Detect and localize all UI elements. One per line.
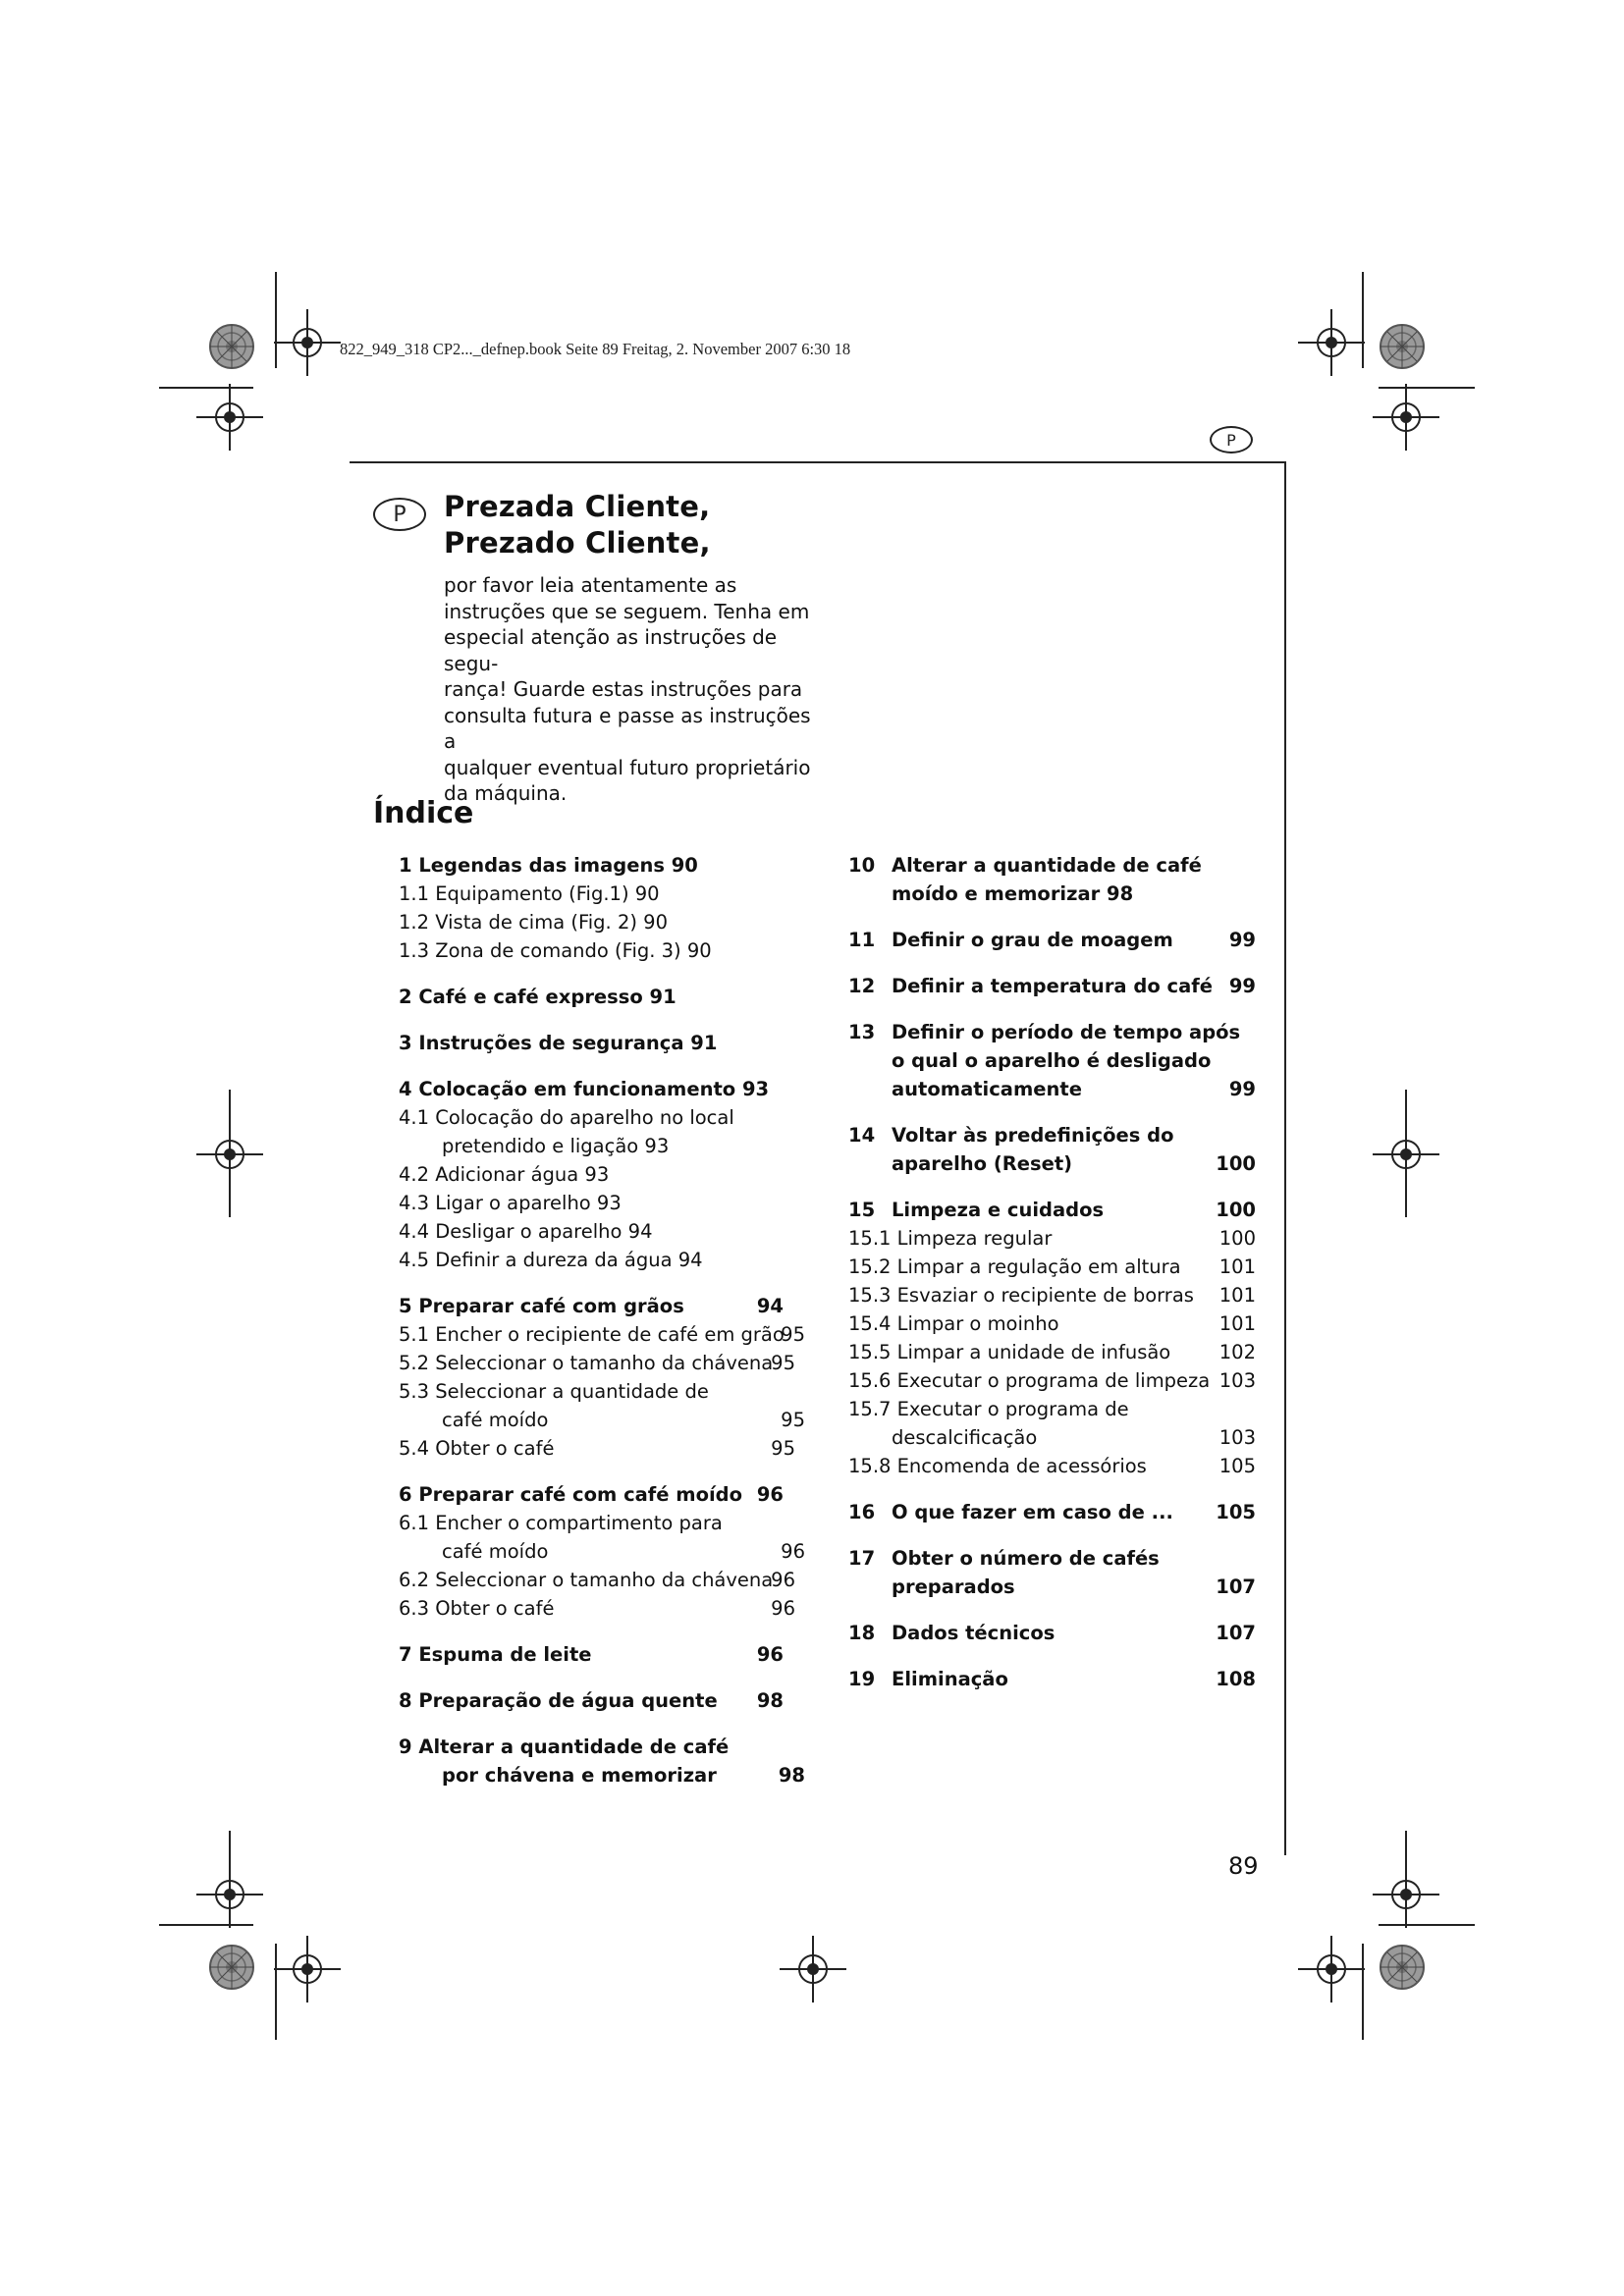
toc-gap xyxy=(848,1000,1256,1018)
toc-entry-page: 95 xyxy=(781,1323,805,1346)
toc-entry-page: 95 xyxy=(771,1437,795,1460)
toc-entry[interactable] xyxy=(848,880,1256,908)
toc-entry-number: 12 xyxy=(848,975,876,997)
toc-entry-page: 108 xyxy=(1216,1668,1256,1690)
toc-entry-text: O que fazer em caso de ... xyxy=(892,1501,1173,1523)
toc-entry[interactable] xyxy=(399,1406,805,1434)
toc-entry[interactable] xyxy=(399,1733,805,1761)
toc-entry-text: 1.1 Equipamento (Fig.1) 90 xyxy=(399,882,660,905)
toc-entry-text: o qual o aparelho é desligado xyxy=(892,1049,1212,1072)
color-rose-top-left xyxy=(210,325,253,368)
toc-gap xyxy=(399,965,805,983)
toc-entry-text: Definir o grau de moagem xyxy=(892,929,1173,951)
toc-entry-text: 4.5 Definir a dureza da água 94 xyxy=(399,1249,703,1271)
toc-entry-page: 96 xyxy=(771,1597,795,1620)
toc-entry-text: Definir a temperatura do café xyxy=(892,975,1213,997)
toc-entry-page: 100 xyxy=(1218,1227,1256,1250)
intro-text xyxy=(444,572,817,807)
toc-entry-number: 17 xyxy=(848,1547,876,1570)
toc-entry-page: 101 xyxy=(1218,1312,1256,1335)
intro-line: por favor leia atentamente as xyxy=(444,573,737,597)
toc-entry-page: 107 xyxy=(1216,1575,1256,1598)
toc-entry[interactable] xyxy=(399,1075,805,1103)
toc-entry-text: 4.2 Adicionar água 93 xyxy=(399,1163,610,1186)
toc-entry[interactable] xyxy=(848,1121,1256,1149)
toc-entry[interactable] xyxy=(848,1338,1256,1366)
toc-entry-text: 15.4 Limpar o moinho xyxy=(848,1312,1059,1335)
toc-gap xyxy=(399,1463,805,1480)
toc-entry[interactable] xyxy=(848,1196,1256,1224)
toc-entry-text: 1.3 Zona de comando (Fig. 3) 90 xyxy=(399,939,712,962)
toc-entry-text: 15.1 Limpeza regular xyxy=(848,1227,1053,1250)
toc-entry[interactable] xyxy=(399,1029,805,1057)
toc-entry-text: 15.3 Esvaziar o recipiente de borras xyxy=(848,1284,1194,1307)
toc-entry-page: 103 xyxy=(1218,1369,1256,1392)
frame-top-rule xyxy=(350,461,1285,463)
toc-entry-text: 15.2 Limpar a regulação em altura xyxy=(848,1255,1181,1278)
toc-gap xyxy=(848,1526,1256,1544)
toc-gap xyxy=(848,1178,1256,1196)
toc-entry[interactable] xyxy=(848,1253,1256,1281)
toc-entry-page: 94 xyxy=(756,1295,784,1317)
toc-entry[interactable] xyxy=(848,1309,1256,1338)
toc-entry-text: café moído xyxy=(442,1409,549,1431)
toc-entry-text: Limpeza e cuidados xyxy=(892,1199,1105,1221)
toc-entry-text: café moído xyxy=(442,1540,549,1563)
toc-entry-text: 4.1 Colocação do aparelho no local xyxy=(399,1106,734,1129)
toc-entry-number: 19 xyxy=(848,1668,876,1690)
intro-line: consulta futura e passe as instruções a xyxy=(444,703,811,753)
toc-entry[interactable] xyxy=(399,1160,805,1189)
intro-line: instruções que se seguem. Tenha em xyxy=(444,599,810,623)
toc-entry[interactable] xyxy=(399,1292,805,1320)
toc-entry-page: 103 xyxy=(1218,1426,1256,1449)
toc-gap xyxy=(399,1623,805,1640)
toc-entry[interactable] xyxy=(848,1423,1256,1452)
toc-entry-text: 15.7 Executar o programa de xyxy=(848,1398,1129,1420)
toc-entry-number: 14 xyxy=(848,1124,876,1147)
language-badge-title: P xyxy=(373,498,426,531)
toc-gap xyxy=(848,1103,1256,1121)
toc-entry[interactable] xyxy=(848,926,1256,954)
toc-entry[interactable] xyxy=(848,1619,1256,1647)
toc-entry-text: por chávena e memorizar xyxy=(442,1764,717,1787)
color-rose-bottom-left xyxy=(210,1946,253,1989)
toc-entry-text: 15.6 Executar o programa de limpeza xyxy=(848,1369,1211,1392)
toc-entry[interactable] xyxy=(399,1566,805,1594)
toc-entry-page: 95 xyxy=(781,1409,805,1431)
toc-entry-page: 105 xyxy=(1216,1501,1256,1523)
toc-entry[interactable] xyxy=(848,1452,1256,1480)
toc-entry-page: 102 xyxy=(1218,1341,1256,1363)
toc-entry-text: 5.4 Obter o café xyxy=(399,1437,555,1460)
toc-entry-text: 15.8 Encomenda de acessórios xyxy=(848,1455,1147,1477)
toc-entry-page: 100 xyxy=(1216,1152,1256,1175)
toc-entry-number: 13 xyxy=(848,1021,876,1043)
toc-entry[interactable] xyxy=(399,1246,805,1274)
toc-entry-number: 15 xyxy=(848,1199,876,1221)
toc-entry[interactable] xyxy=(399,1537,805,1566)
toc-entry-page: 96 xyxy=(781,1540,805,1563)
toc-entry[interactable] xyxy=(399,1217,805,1246)
toc-entry-text: 5.1 Encher o recipiente de café em grão xyxy=(399,1323,785,1346)
toc-entry[interactable] xyxy=(399,1761,805,1789)
toc-entry-text: Obter o número de cafés xyxy=(892,1547,1160,1570)
toc-gap xyxy=(848,1601,1256,1619)
toc-gap xyxy=(399,1274,805,1292)
toc-entry[interactable] xyxy=(399,1509,805,1537)
toc-entry-text: 1 Legendas das imagens 90 xyxy=(399,854,698,877)
toc-entry-text: Eliminação xyxy=(892,1668,1008,1690)
intro-line: rança! Guarde estas instruções para xyxy=(444,677,803,701)
toc-entry[interactable] xyxy=(399,1349,805,1377)
toc-entry[interactable] xyxy=(399,1434,805,1463)
toc-entry-text: 5 Preparar café com grãos xyxy=(399,1295,684,1317)
toc-entry[interactable] xyxy=(848,972,1256,1000)
toc-entry-text: Voltar às predefinições do xyxy=(892,1124,1174,1147)
toc-entry[interactable] xyxy=(399,880,805,908)
toc-entry[interactable] xyxy=(399,936,805,965)
toc-gap xyxy=(848,954,1256,972)
intro-line: especial atenção as instruções de segu- xyxy=(444,625,778,675)
toc-entry-text: 15.5 Limpar a unidade de infusão xyxy=(848,1341,1171,1363)
toc-entry-page: 99 xyxy=(1228,1078,1256,1100)
toc-entry[interactable] xyxy=(399,1594,805,1623)
toc-entry-number: 10 xyxy=(848,854,876,877)
toc-entry-text: Definir o período de tempo após xyxy=(892,1021,1241,1043)
toc-entry[interactable] xyxy=(848,1665,1256,1693)
toc-entry-text: 3 Instruções de segurança 91 xyxy=(399,1032,718,1054)
title-line-1: Prezada Cliente, xyxy=(444,490,711,523)
toc-entry-text: 6 Preparar café com café moído xyxy=(399,1483,743,1506)
toc-entry[interactable] xyxy=(848,1018,1256,1046)
toc-entry[interactable] xyxy=(399,908,805,936)
color-rose-top-right xyxy=(1380,325,1424,368)
toc-entry[interactable] xyxy=(848,1046,1256,1075)
toc-entry-text: 7 Espuma de leite xyxy=(399,1643,592,1666)
toc-gap xyxy=(848,908,1256,926)
toc-entry-text: 6.2 Seleccionar o tamanho da chávena xyxy=(399,1569,774,1591)
toc-right-column xyxy=(848,851,1256,1693)
toc-entry[interactable] xyxy=(399,851,805,880)
toc-gap xyxy=(399,1715,805,1733)
toc-entry-text: 5.3 Seleccionar a quantidade de xyxy=(399,1380,709,1403)
toc-entry[interactable] xyxy=(399,1640,805,1669)
toc-entry-page: 99 xyxy=(1228,975,1256,997)
toc-gap xyxy=(399,1669,805,1686)
toc-entry-page: 96 xyxy=(756,1643,784,1666)
toc-entry[interactable] xyxy=(848,1544,1256,1573)
toc-entry-page: 101 xyxy=(1218,1284,1256,1307)
toc-entry-page: 98 xyxy=(778,1764,805,1787)
toc-entry[interactable] xyxy=(848,1395,1256,1423)
toc-entry-text: 1.2 Vista de cima (Fig. 2) 90 xyxy=(399,911,668,934)
intro-line: qualquer eventual futuro proprietário xyxy=(444,755,811,779)
frame-right-rule xyxy=(1284,461,1286,1855)
toc-entry[interactable] xyxy=(848,1281,1256,1309)
toc-entry-text: 9 Alterar a quantidade de café xyxy=(399,1735,730,1758)
toc-gap xyxy=(848,1647,1256,1665)
toc-entry-page: 100 xyxy=(1216,1199,1256,1221)
index-heading: Índice xyxy=(373,796,474,830)
toc-entry-text: aparelho (Reset) xyxy=(892,1152,1073,1175)
toc-entry-text: Alterar a quantidade de café xyxy=(892,854,1202,877)
page-title xyxy=(444,489,711,561)
toc-entry[interactable] xyxy=(848,1366,1256,1395)
toc-entry-text: 5.2 Seleccionar o tamanho da chávena xyxy=(399,1352,774,1374)
print-header: 822_949_318 CP2..._defnep.book Seite 89 Freitag, 2. November 2007 6:30 18 xyxy=(340,340,851,358)
toc-entry-page: 96 xyxy=(756,1483,784,1506)
page-number: 89 xyxy=(1228,1852,1259,1880)
toc-entry[interactable] xyxy=(399,1320,805,1349)
toc-entry-text: moído e memorizar 98 xyxy=(892,882,1134,905)
toc-entry-text: 4.4 Desligar o aparelho 94 xyxy=(399,1220,653,1243)
toc-entry-page: 98 xyxy=(756,1689,784,1712)
toc-entry-number: 18 xyxy=(848,1622,876,1644)
intro-line: da máquina. xyxy=(444,781,568,805)
toc-entry-page: 105 xyxy=(1218,1455,1256,1477)
toc-entry[interactable] xyxy=(848,1075,1256,1103)
toc-gap xyxy=(399,1011,805,1029)
toc-entry-text: preparados xyxy=(892,1575,1015,1598)
toc-entry-text: Dados técnicos xyxy=(892,1622,1056,1644)
toc-entry-text: descalcificação xyxy=(892,1426,1038,1449)
toc-entry-text: 4 Colocação em funcionamento 93 xyxy=(399,1078,770,1100)
toc-entry-text: 2 Café e café expresso 91 xyxy=(399,986,677,1008)
toc-entry-number: 16 xyxy=(848,1501,876,1523)
toc-entry[interactable] xyxy=(399,1103,805,1132)
toc-entry[interactable] xyxy=(399,1132,805,1160)
toc-entry[interactable] xyxy=(848,851,1256,880)
toc-gap xyxy=(399,1057,805,1075)
toc-entry-text: 6.3 Obter o café xyxy=(399,1597,555,1620)
title-line-2: Prezado Cliente, xyxy=(444,526,711,560)
toc-entry-text: 6.1 Encher o compartimento para xyxy=(399,1512,723,1534)
language-badge-top: P xyxy=(1210,426,1253,454)
toc-entry-text: automaticamente xyxy=(892,1078,1082,1100)
toc-entry[interactable] xyxy=(399,1480,805,1509)
toc-entry-page: 95 xyxy=(771,1352,795,1374)
toc-entry[interactable] xyxy=(399,1377,805,1406)
toc-gap xyxy=(848,1480,1256,1498)
toc-entry-page: 101 xyxy=(1218,1255,1256,1278)
toc-entry-number: 11 xyxy=(848,929,876,951)
toc-entry-text: pretendido e ligação 93 xyxy=(442,1135,670,1157)
toc-entry[interactable] xyxy=(848,1498,1256,1526)
toc-entry-page: 96 xyxy=(771,1569,795,1591)
toc-entry-text: 8 Preparação de água quente xyxy=(399,1689,718,1712)
toc-entry[interactable] xyxy=(848,1224,1256,1253)
toc-entry[interactable] xyxy=(399,1686,805,1715)
toc-entry[interactable] xyxy=(399,983,805,1011)
toc-entry-text: 4.3 Ligar o aparelho 93 xyxy=(399,1192,622,1214)
color-rose-bottom-right xyxy=(1380,1946,1424,1989)
toc-entry[interactable] xyxy=(399,1189,805,1217)
toc-entry-page: 99 xyxy=(1228,929,1256,951)
toc-entry[interactable] xyxy=(848,1149,1256,1178)
toc-entry-page: 107 xyxy=(1216,1622,1256,1644)
toc-entry[interactable] xyxy=(848,1573,1256,1601)
toc-left-column xyxy=(399,851,805,1789)
